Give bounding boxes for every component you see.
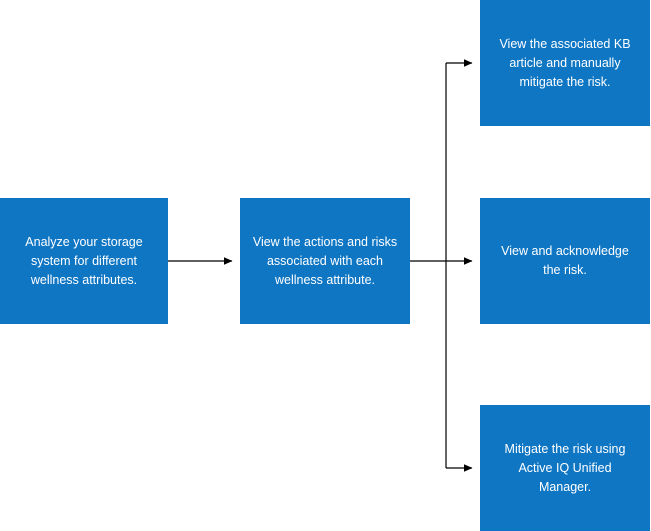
flowchart-node-kb-article-label: View the associated KB article and manually mitigate the risk.	[499, 36, 631, 89]
flowchart-node-acknowledge[interactable]	[480, 198, 650, 324]
flowchart-node-acknowledge-label: View and acknowledge the risk.	[501, 244, 629, 277]
flowchart-node-aiqum[interactable]	[480, 405, 650, 531]
flowchart-node-analyze[interactable]	[0, 198, 168, 324]
flowchart-node-aiqum-label: Mitigate the risk using Active IQ Unified Manager.	[504, 441, 626, 494]
flowchart-node-view-actions[interactable]	[240, 198, 410, 324]
flowchart-node-view-actions-label: View the actions and risks associated with each wellness attribute.	[252, 234, 398, 287]
flowchart-node-kb-article[interactable]	[480, 0, 650, 126]
flowchart-node-analyze-label: Analyze your storage system for different wellness attributes.	[25, 234, 143, 287]
